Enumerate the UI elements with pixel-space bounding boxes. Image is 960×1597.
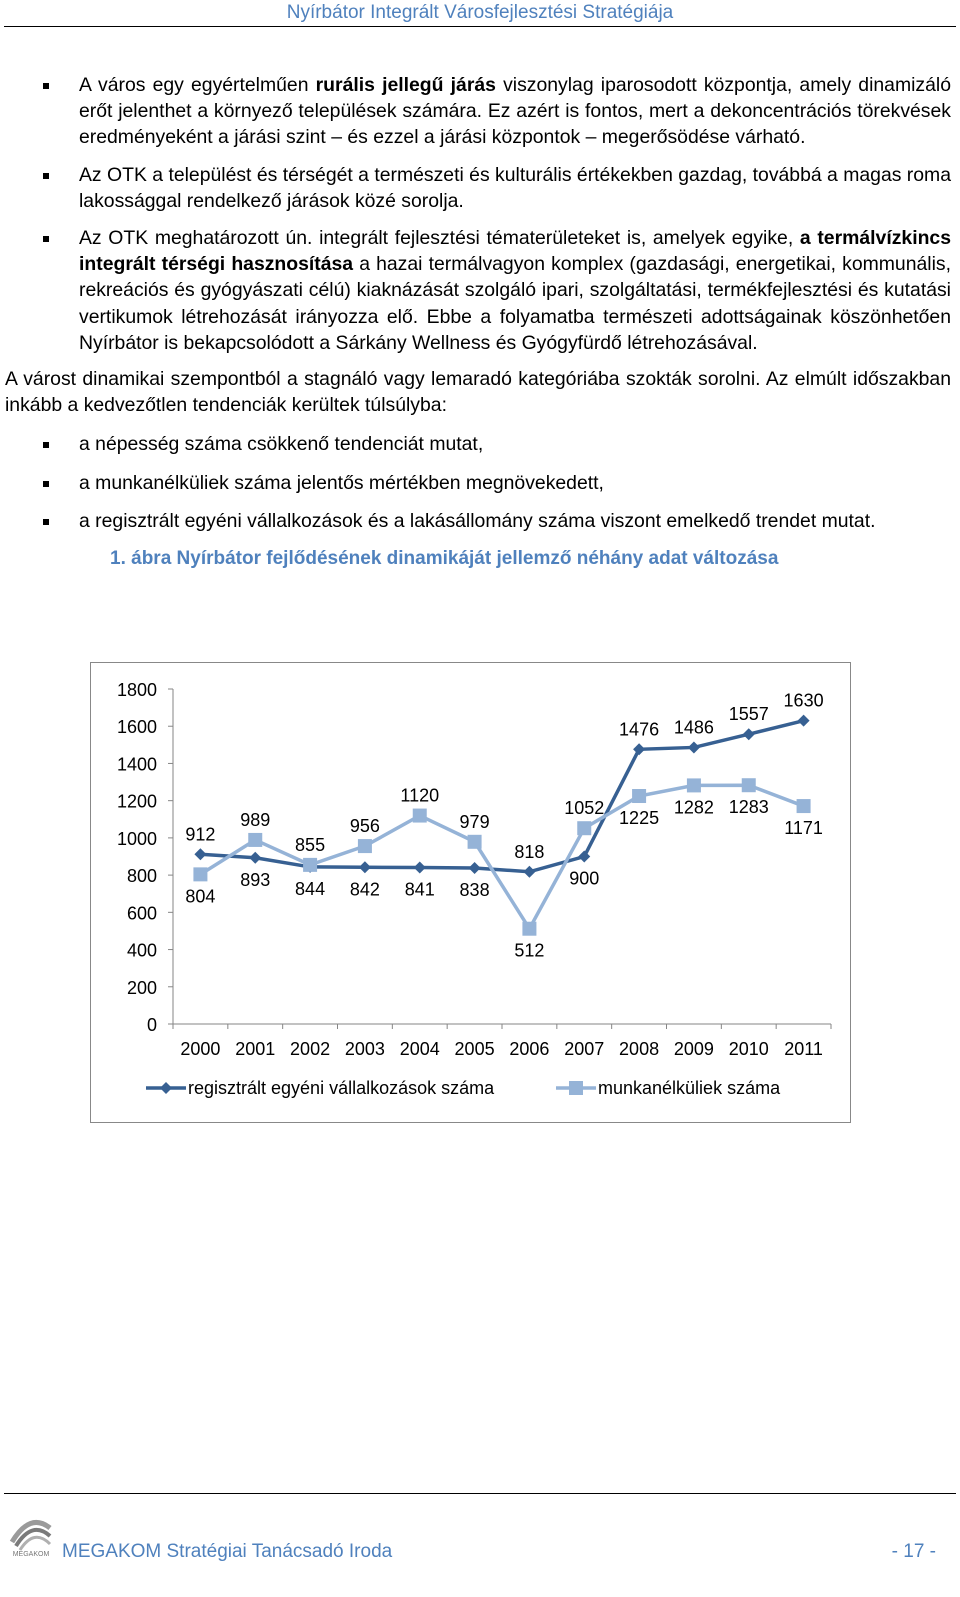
data-point-marker xyxy=(248,833,262,847)
data-label: 1052 xyxy=(564,798,605,819)
data-point-marker xyxy=(469,862,481,874)
bullet-item: a népesség száma csökkenő tendenciát mutat, xyxy=(79,431,951,457)
data-point-marker xyxy=(468,835,482,849)
footer-rule xyxy=(4,1493,956,1494)
y-tick-label: 0 xyxy=(146,1015,157,1035)
data-point-marker xyxy=(688,741,700,753)
data-point-marker xyxy=(359,861,371,873)
data-point-marker xyxy=(742,778,756,792)
x-tick-label: 2004 xyxy=(399,1039,440,1059)
legend-label: regisztrált egyéni vállalkozások száma xyxy=(188,1078,495,1098)
header-rule xyxy=(4,26,956,27)
data-point-marker xyxy=(414,861,426,873)
bullet-item: a regisztrált egyéni vállalkozások és a lakásállomány száma viszont emelkedő trendet mutat. xyxy=(79,508,951,534)
megakom-logo xyxy=(6,1506,56,1558)
x-tick-label: 2000 xyxy=(180,1039,221,1059)
x-tick-label: 2003 xyxy=(344,1039,385,1059)
bullet-list-2 xyxy=(0,431,960,534)
data-label: 893 xyxy=(240,869,271,890)
data-label: 842 xyxy=(349,879,380,900)
data-label: 1630 xyxy=(783,690,824,711)
data-label: 979 xyxy=(459,811,490,832)
data-label: 956 xyxy=(349,816,380,837)
data-point-marker xyxy=(578,851,590,863)
data-point-marker xyxy=(522,922,536,936)
data-label: 844 xyxy=(295,878,326,899)
text-run: viszonylag iparosodott központja, amely dinamizáló erőt jelenthet a környező települések számára. Ez azért is fontos, mert a dekoncentrációs törekvések eredményeként a járási szint – és ezzel a járási központok – megerősödése várható. xyxy=(79,74,951,149)
text-run: Az OTK a települést és térségét a természeti és kulturális értékekben gazdag, továbbá a magas roma lakossággal rendelkező járások közé sorolja. xyxy=(79,163,951,212)
y-tick-label: 1600 xyxy=(116,717,157,738)
data-label: 1120 xyxy=(400,785,440,806)
bold-text: a termálvízkincs integrált térségi hasznosítása xyxy=(79,227,951,276)
bullet-item: a munkanélküliek száma jelentős mértékben megnövekedett, xyxy=(79,470,951,496)
body-paragraph: A várost dinamikai szempontból a stagnáló vagy lemaradó kategóriába szokták sorolni. Az elmúlt időszakban inkább a kedvezőtlen tendenciák kerültek túlsúlyba: xyxy=(5,368,951,417)
x-tick-label: 2009 xyxy=(673,1039,714,1059)
x-tick-label: 2001 xyxy=(235,1039,276,1059)
y-tick-label: 1400 xyxy=(116,754,157,775)
legend-marker xyxy=(160,1082,172,1094)
data-label: 1476 xyxy=(619,719,660,740)
document-body xyxy=(0,72,960,572)
x-tick-label: 2007 xyxy=(564,1039,605,1059)
data-label: 989 xyxy=(240,809,271,830)
data-point-marker xyxy=(194,848,206,860)
legend-marker xyxy=(569,1081,583,1095)
data-label: 1282 xyxy=(673,797,714,818)
data-label: 818 xyxy=(514,841,545,862)
data-label: 1557 xyxy=(728,704,769,725)
y-tick-label: 800 xyxy=(126,866,157,887)
data-label: 900 xyxy=(569,868,600,889)
figure-caption: 1. ábra Nyírbátor fejlődésének dinamikáját jellemző néhány adat változása xyxy=(110,548,779,570)
data-point-marker xyxy=(687,778,701,792)
y-tick-label: 1200 xyxy=(116,791,157,812)
x-tick-label: 2002 xyxy=(290,1039,331,1059)
running-header: Nyírbátor Integrált Városfejlesztési Stratégiája xyxy=(286,2,674,23)
data-point-marker xyxy=(249,852,261,864)
y-tick-label: 200 xyxy=(126,977,157,998)
data-point-marker xyxy=(303,858,317,872)
data-label: 1283 xyxy=(728,797,769,818)
data-point-marker xyxy=(523,866,535,878)
chart-frame xyxy=(90,662,851,1123)
series-line-1 xyxy=(200,721,803,872)
data-point-marker xyxy=(798,715,810,727)
x-tick-label: 2010 xyxy=(728,1039,769,1059)
bullet-item xyxy=(79,72,951,151)
x-tick-label: 2011 xyxy=(784,1039,823,1059)
bullet-list-1 xyxy=(0,72,960,356)
text-run: A város egy egyértelműen xyxy=(79,74,316,96)
data-point-marker xyxy=(632,789,646,803)
bold-text: rurális jellegű járás xyxy=(315,74,496,96)
x-tick-label: 2006 xyxy=(509,1039,550,1059)
y-tick-label: 400 xyxy=(126,940,157,961)
data-point-marker xyxy=(193,867,207,881)
text-run: Az OTK meghatározott ún. integrált fejlesztési tématerületeket is, amelyek egyike, xyxy=(79,227,800,250)
data-label: 855 xyxy=(295,834,326,855)
y-tick-label: 1800 xyxy=(116,680,157,700)
data-label: 838 xyxy=(459,880,490,901)
data-label: 804 xyxy=(185,886,216,907)
data-point-marker xyxy=(633,743,645,755)
data-point-marker xyxy=(577,821,591,835)
data-label: 841 xyxy=(404,879,435,900)
data-point-marker xyxy=(743,728,755,740)
page-number: - 17 - xyxy=(891,1541,936,1562)
data-point-marker xyxy=(797,799,811,813)
data-label: 1486 xyxy=(673,717,714,738)
bullet-item xyxy=(79,225,951,356)
data-label: 912 xyxy=(185,824,216,845)
text-run: a hazai termálvagyon komplex (gazdasági, energetikai, kommunális, rekreációs és gyógyászati célú) kiaknázását szolgáló ipari, szolgáltatási, termékfejlesztési és kutatási vertikumok létrehozását irányozza elő. Ebbe a folyamatba természeti adottságainak köszönhetően Nyírbátor is bekapcsolódott a Sárkány Wellness és Gyógyfürdő létrehozásával. xyxy=(79,253,951,354)
y-tick-label: 1000 xyxy=(116,828,157,849)
x-tick-label: 2008 xyxy=(619,1039,660,1059)
x-tick-label: 2005 xyxy=(454,1039,495,1059)
data-point-marker xyxy=(358,839,372,853)
line-chart xyxy=(91,663,850,1122)
svg-text:MEGAKOM: MEGAKOM xyxy=(12,1551,50,1558)
data-point-marker xyxy=(413,809,427,823)
legend-label: munkanélküliek száma xyxy=(598,1078,781,1098)
y-tick-label: 600 xyxy=(126,903,157,924)
data-label: 1171 xyxy=(784,818,823,839)
bullet-item xyxy=(79,162,951,214)
footer-org: MEGAKOM Stratégiai Tanácsadó Iroda xyxy=(62,1541,393,1562)
data-label: 512 xyxy=(514,940,545,961)
data-label: 1225 xyxy=(619,808,660,829)
